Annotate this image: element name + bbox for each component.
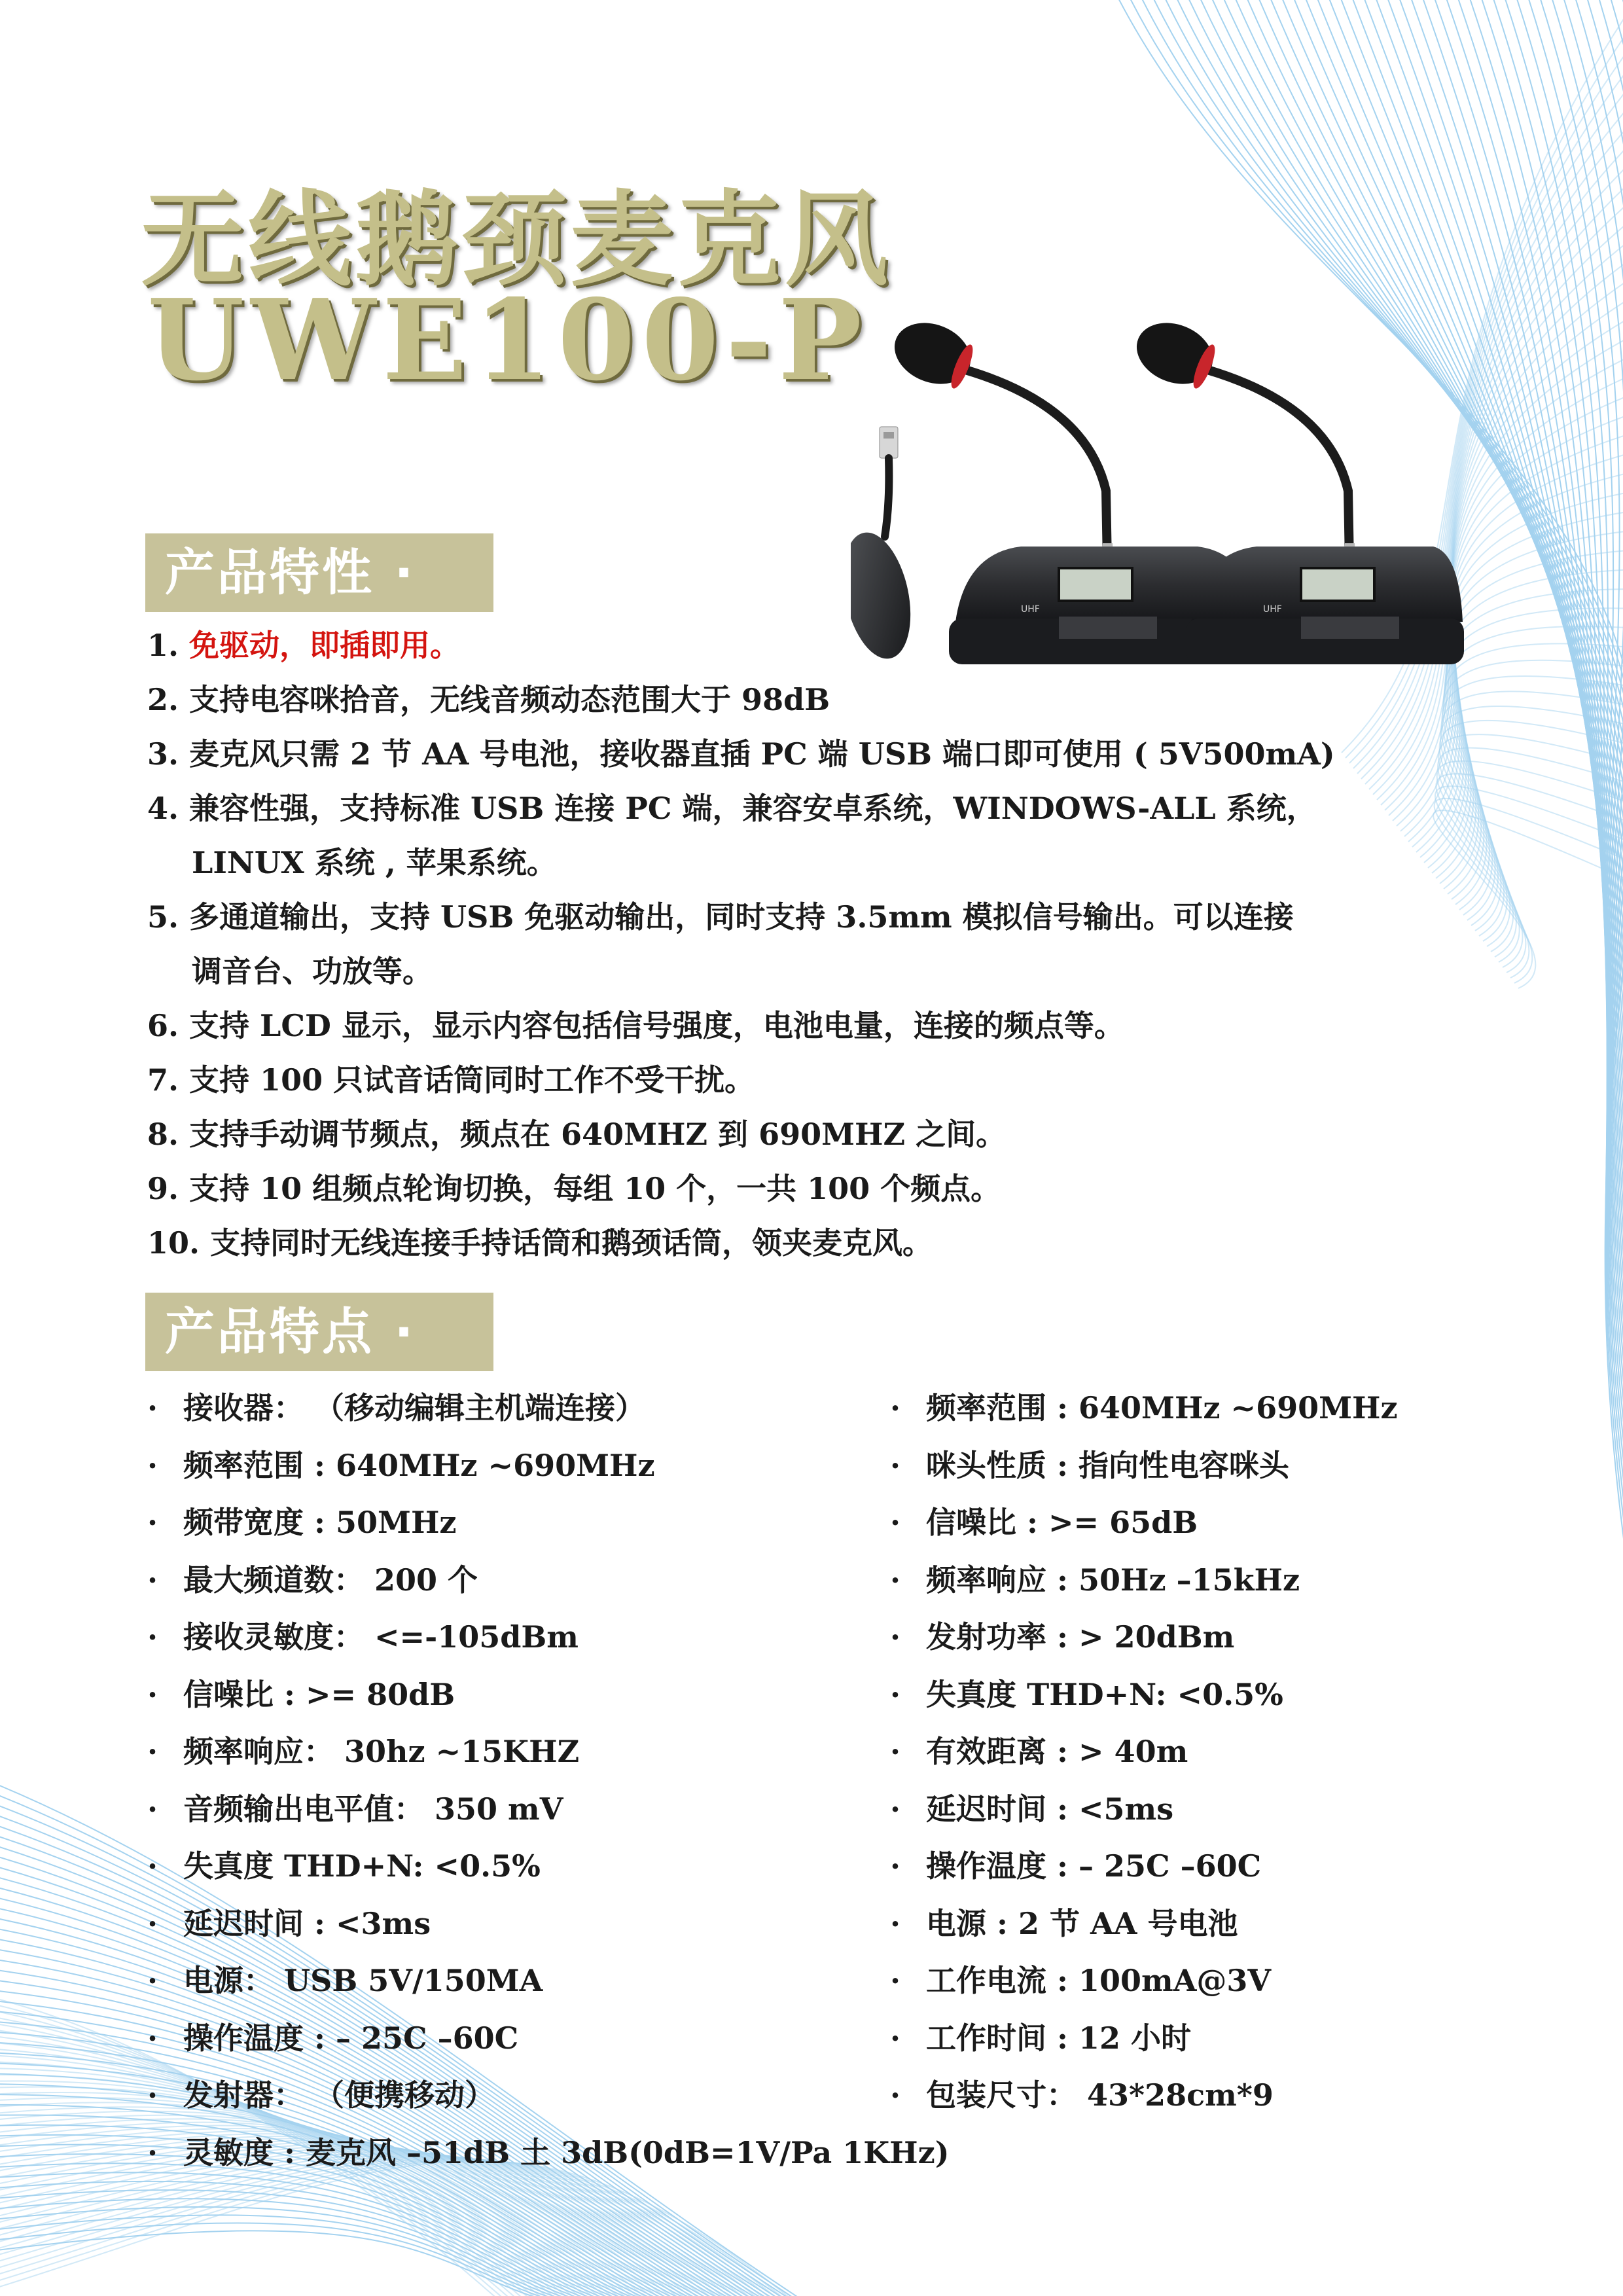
feature-item: 8. 支持手动调节频点，频点在 640MHZ 到 690MHZ 之间。 xyxy=(147,1117,1007,1152)
product-model: UWE100-P xyxy=(147,275,868,406)
device-label-2: UHF xyxy=(1263,604,1282,615)
spec-item: · 信噪比 : >= 65dB xyxy=(890,1505,1198,1540)
spec-item: · 操作温度 : – 25C –60C xyxy=(890,1848,1262,1884)
feature-item: 2. 支持电容咪拾音，无线音频动态范围大于 98dB xyxy=(147,682,830,717)
spec-item: · 包装尺寸： 43*28cm*9 xyxy=(890,2077,1274,2113)
spec-item: · 电源： USB 5V/150MA xyxy=(147,1963,543,1998)
spec-item: · 工作电流 : 100mA@3V xyxy=(890,1963,1272,1998)
spec-item: · 信噪比 : >= 80dB xyxy=(147,1676,455,1712)
spec-item: · 音频输出电平值： 350 mV xyxy=(147,1791,563,1827)
spec-item: · 有效距离 : > 40m xyxy=(890,1734,1188,1769)
spec-item: · 灵敏度 : 麦克风 –51dB 土 3dB(0dB=1V/Pa 1KHz) xyxy=(147,2134,950,2170)
section-title-features: 产品特性 · xyxy=(145,533,493,612)
spec-item: · 操作温度 : – 25C –60C xyxy=(147,2020,519,2056)
spec-item: · 失真度 THD+N: <0.5% xyxy=(147,1848,541,1884)
spec-item: · 咪头性质 : 指向性电容咪头 xyxy=(890,1447,1290,1483)
feature-item: 5. 多通道输出，支持 USB 免驱动输出，同时支持 3.5mm 模拟信号输出。可以连接 调音台、功放等。 xyxy=(147,899,1294,989)
section-title-specs: 产品特点 · xyxy=(145,1293,493,1371)
spec-item: · 频率响应： 30hz ~15KHZ xyxy=(147,1734,580,1769)
spec-item: · 失真度 THD+N: <0.5% xyxy=(890,1676,1283,1712)
feature-item: 6. 支持 LCD 显示，显示内容包括信号强度，电池电量，连接的频点等。 xyxy=(147,1008,1124,1043)
spec-item: · 频带宽度 : 50MHz xyxy=(147,1505,457,1540)
feature-item: 4. 兼容性强，支持标准 USB 连接 PC 端，兼容安卓系统，WINDOWS-ALL 系统， LINUX 系统 , 苹果系统。 xyxy=(147,791,1317,880)
spec-item: · 频率响应 : 50Hz –15kHz xyxy=(890,1562,1300,1598)
device-label-1: UHF xyxy=(1021,604,1040,615)
feature-item: 3. 麦克风只需 2 节 AA 号电池，接收器直插 PC 端 USB 端口即可使用 ( 5V500mA) xyxy=(147,736,1335,772)
spec-item: · 延迟时间 : <5ms xyxy=(890,1791,1174,1827)
spec-item: · 工作时间 : 12 小时 xyxy=(890,2020,1192,2056)
feature-item: 9. 支持 10 组频点轮询切换，每组 10 个，一共 100 个频点。 xyxy=(147,1171,1001,1206)
features-list xyxy=(147,619,1456,1270)
feature-item: 10. 支持同时无线连接手持话筒和鹅颈话筒，领夹麦克风。 xyxy=(147,1225,933,1261)
product-title: 无线鹅颈麦克风 xyxy=(141,180,892,300)
feature-item: 7. 支持 100 只试音话筒同时工作不受干扰。 xyxy=(147,1062,755,1098)
spec-item: · 延迟时间 : <3ms xyxy=(147,1905,431,1941)
spec-item: · 电源 : 2 节 AA 号电池 xyxy=(890,1905,1238,1941)
spec-item: · 接收器： （移动编辑主机端连接） xyxy=(147,1390,646,1426)
feature-item: 1. 免驱动，即插即用。 xyxy=(147,628,461,663)
spec-item: · 接收灵敏度： <=-105dBm xyxy=(147,1619,579,1655)
spec-item: · 频率范围 : 640MHz ~690MHz xyxy=(147,1447,655,1483)
spec-item: · 频率范围 : 640MHz ~690MHz xyxy=(890,1390,1398,1426)
specs-list-right xyxy=(890,1380,1398,2125)
spec-item: · 发射功率 : > 20dBm xyxy=(890,1619,1235,1655)
spec-item: · 发射器： （便携移动） xyxy=(147,2077,495,2113)
spec-item: · 最大频道数： 200 个 xyxy=(147,1562,478,1598)
specs-list-left xyxy=(147,1380,950,2181)
